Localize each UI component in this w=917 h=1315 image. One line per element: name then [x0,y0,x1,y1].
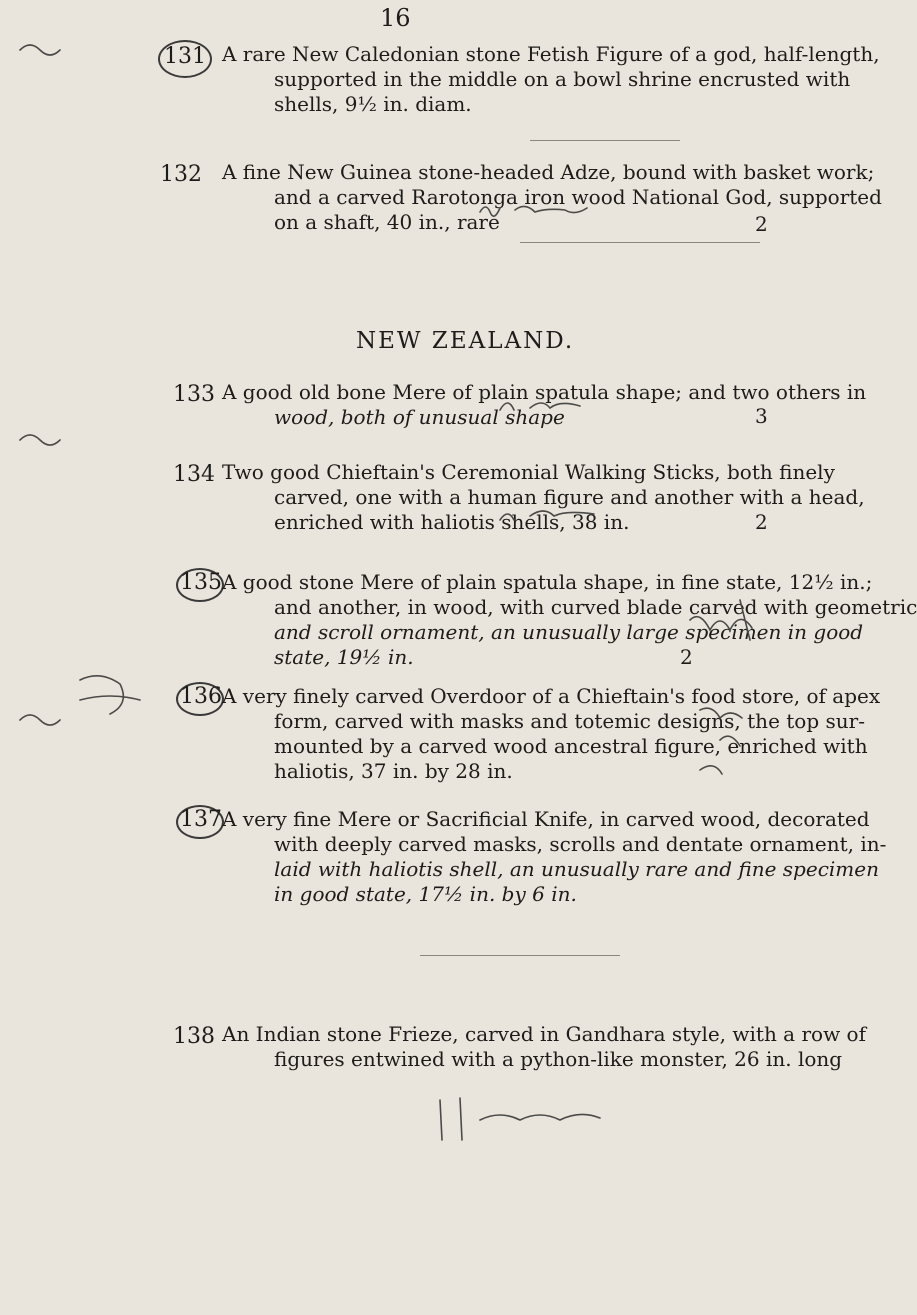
pencil-annotation: 2 [755,510,768,534]
lot-line: state, 19½ in. [274,645,414,669]
pencil-scribble [20,45,60,725]
pencil-scribble [690,600,752,640]
lot-line: shells, 9½ in. diam. [274,92,472,116]
pencil-annotation: 3 [755,404,768,428]
lot-line: A very finely carved Overdoor of a Chieftain's food store, of apex [222,684,881,708]
lot-number-132: 132 [160,162,202,187]
lot-line: on a shaft, 40 in., rare [274,210,500,234]
lot-number-136: 136 [180,684,222,709]
lot-line: A very fine Mere or Sacrificial Knife, in carved wood, decorated [222,807,870,831]
lot-line: A good stone Mere of plain spatula shape, in fine state, 12½ in.; [222,570,873,594]
lot-line: laid with haliotis shell, an unusually rare and fine specimen [274,857,879,881]
lot-line: An Indian stone Frieze, carved in Gandhara style, with a row of [222,1022,866,1046]
lot-line: A good old bone Mere of plain spatula shape; and two others in [222,380,867,404]
lot-line: wood, both of unusual shape [274,405,565,429]
lot-line: Two good Chieftain's Ceremonial Walking Sticks, both finely [222,460,835,484]
lot-line: and another, in wood, with curved blade carved with geometric [274,595,917,619]
lot-line: and scroll ornament, an unusually large specimen in good [274,620,864,644]
pencil-annotation: 2 [755,212,768,236]
pencil-scribble [480,206,587,216]
lot-number-138: 138 [173,1024,215,1049]
lot-line: in good state, 17½ in. by 6 in. [274,882,577,906]
pencil-scribble [500,403,580,410]
lot-line: supported in the middle on a bowl shrine encrusted with [274,67,851,91]
lot-number-135: 135 [180,570,222,595]
lot-line: with deeply carved masks, scrolls and dentate ornament, in- [274,832,887,856]
pencil-scribble [500,511,594,520]
pencil-scribble [80,676,140,714]
lot-line: and a carved Rarotonga iron wood National God, supported [274,185,882,209]
lot-line: A rare New Caledonian stone Fetish Figure of a god, half-length, [222,42,880,66]
lot-line: haliotis, 37 in. by 28 in. [274,759,513,783]
page-number: 16 [380,4,411,32]
lot-number-131: 131 [164,44,206,69]
pencil-scribble [700,708,742,774]
lot-number-137: 137 [180,807,222,832]
lot-line: figures entwined with a python-like monster, 26 in. long [274,1047,843,1071]
lot-line: form, carved with masks and totemic designs, the top sur- [274,709,865,733]
lot-line: enriched with haliotis shells, 38 in. [274,510,630,534]
lot-line: carved, one with a human figure and another with a head, [274,485,865,509]
lot-number-133: 133 [173,382,215,407]
lot-line: A fine New Guinea stone-headed Adze, bound with basket work; [222,160,875,184]
lot-number-134: 134 [173,462,215,487]
lot-line: mounted by a carved wood ancestral figure, enriched with [274,734,868,758]
pencil-annotation: 2 [680,645,693,669]
pencil-scribble [440,1098,600,1140]
section-heading: NEW ZEALAND. [356,328,575,354]
